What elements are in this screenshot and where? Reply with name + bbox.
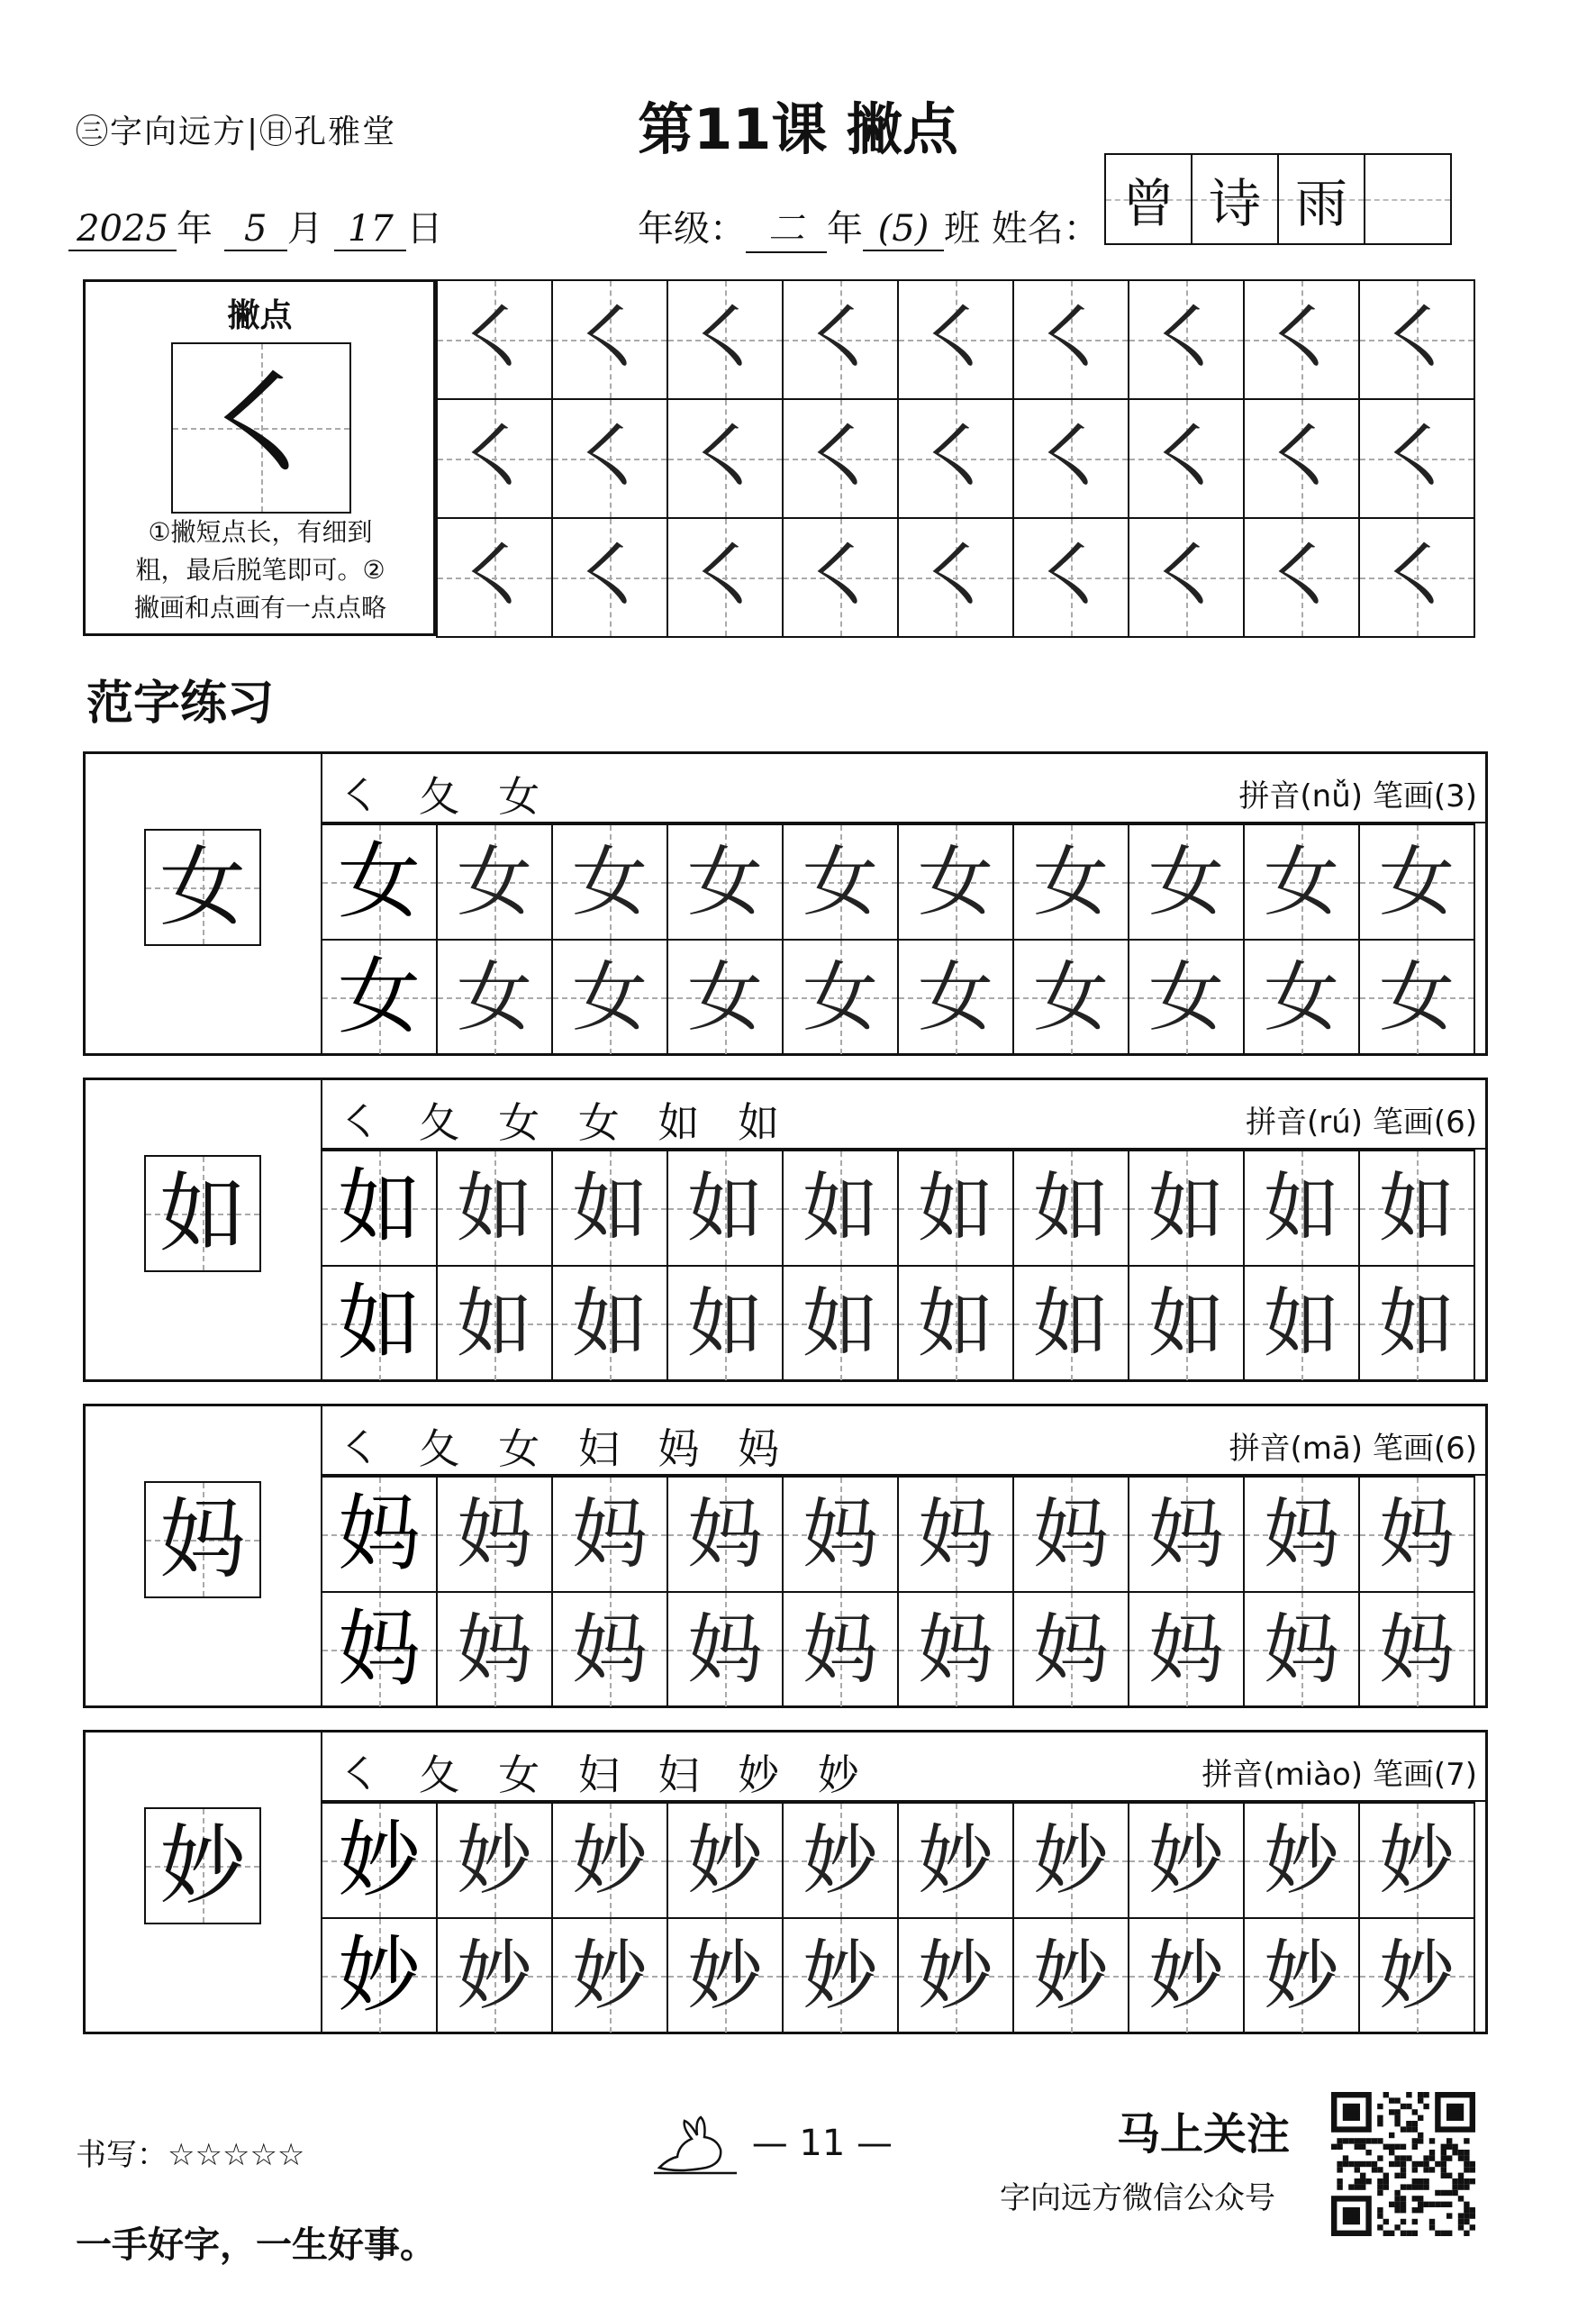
practice-char: 女 xyxy=(917,838,993,926)
rating-stars[interactable]: 书写：☆☆☆☆☆ xyxy=(76,2137,305,2173)
practice-char: 如 xyxy=(1263,1279,1339,1368)
practice-char: 女 xyxy=(337,833,421,930)
stroke-practice-cell[interactable] xyxy=(667,517,784,638)
stroke-practice-glyph: ㇛ xyxy=(1263,532,1340,623)
stroke-practice-glyph: ㇛ xyxy=(1263,295,1340,385)
practice-char: 如 xyxy=(802,1164,878,1252)
practice-cell[interactable] xyxy=(1358,823,1475,941)
practice-cell[interactable] xyxy=(897,1917,1014,2034)
practice-char: 如 xyxy=(686,1279,763,1368)
practice-cell[interactable] xyxy=(436,1476,553,1593)
stroke-count-label: 笔画(3) xyxy=(1372,778,1477,814)
practice-char: 妙 xyxy=(337,1812,421,1908)
practice-cell[interactable] xyxy=(551,939,668,1056)
stroke-practice-cell[interactable] xyxy=(1358,517,1475,638)
practice-char: 妙 xyxy=(1378,1816,1455,1905)
practice-cell[interactable] xyxy=(1012,1591,1129,1708)
practice-char: 妈 xyxy=(1032,1605,1109,1694)
practice-cell[interactable] xyxy=(667,823,784,941)
practice-char: 妙 xyxy=(1263,1932,1339,2020)
practice-cell[interactable] xyxy=(1358,1265,1475,1382)
practice-cell[interactable] xyxy=(1128,1476,1245,1593)
practice-char: 妈 xyxy=(571,1605,648,1694)
practice-char: 女 xyxy=(456,838,532,926)
stroke-count-label: 笔画(6) xyxy=(1372,1105,1477,1141)
practice-cell[interactable] xyxy=(436,939,553,1056)
date-row xyxy=(68,200,442,251)
practice-cell[interactable] xyxy=(1358,1591,1475,1708)
name-char: 曾 xyxy=(1121,173,1174,234)
stroke-practice-glyph: ㇛ xyxy=(1263,414,1340,504)
practice-char: 如 xyxy=(1378,1279,1455,1368)
practice-cell[interactable] xyxy=(1358,1802,1475,1919)
practice-cell[interactable] xyxy=(1128,1265,1245,1382)
practice-char: 妙 xyxy=(802,1816,878,1905)
practice-char: 如 xyxy=(456,1279,532,1368)
stroke-tip-line: 撇画和点画有一点点略 xyxy=(133,593,386,623)
practice-char: 女 xyxy=(1263,838,1339,926)
practice-cell[interactable] xyxy=(897,1476,1014,1593)
stroke-practice-cell[interactable] xyxy=(551,279,668,400)
page-title: 第11课 撇点 xyxy=(638,96,958,162)
stroke-order: ㇛ 夂 女 xyxy=(339,772,553,821)
practice-cell[interactable] xyxy=(782,1917,899,2034)
practice-cell[interactable] xyxy=(436,1150,553,1267)
practice-char: 如 xyxy=(337,1160,421,1256)
practice-char: 妙 xyxy=(1147,1816,1224,1905)
stroke-practice-cell[interactable] xyxy=(782,517,899,638)
date-year[interactable]: 2025 xyxy=(68,208,177,251)
practice-cell[interactable] xyxy=(321,1591,438,1708)
practice-cell[interactable] xyxy=(1012,1802,1129,1919)
stroke-practice-glyph: ㇛ xyxy=(1147,295,1225,385)
stroke-practice-glyph: ㇛ xyxy=(456,295,533,385)
practice-char: 妙 xyxy=(1032,1816,1109,1905)
stroke-practice-glyph: ㇛ xyxy=(456,414,533,504)
practice-char: 如 xyxy=(1263,1164,1339,1252)
month-label: 月 xyxy=(286,208,323,250)
pinyin-label: 拼音(mā) xyxy=(1229,1431,1364,1467)
practice-char: 女 xyxy=(1378,838,1455,926)
practice-cell[interactable] xyxy=(667,939,784,1056)
stroke-tip-line: ①撇短点长，有细到 xyxy=(148,517,373,547)
stroke-tip-line: 粗，最后脱笔即可。② xyxy=(135,555,385,585)
practice-char: 妈 xyxy=(1147,1605,1224,1694)
section-title: 范字练习 xyxy=(86,677,275,731)
practice-cell[interactable] xyxy=(667,1476,784,1593)
practice-cell[interactable] xyxy=(667,1802,784,1919)
wechat-account-name: 字向远方微信公众号 xyxy=(1000,2180,1275,2216)
model-char-box xyxy=(144,829,261,946)
practice-char: 如 xyxy=(1378,1164,1455,1252)
practice-char: 女 xyxy=(1378,953,1455,1041)
stroke-practice-cell[interactable] xyxy=(897,398,1014,519)
name-boxes xyxy=(1104,153,1452,245)
stroke-practice-cell[interactable] xyxy=(436,279,553,400)
stroke-practice-glyph: ㇛ xyxy=(802,295,879,385)
practice-char: 女 xyxy=(686,838,763,926)
practice-char: 妙 xyxy=(802,1932,878,2020)
practice-char: 女 xyxy=(917,953,993,1041)
grade-suffix: 年 xyxy=(827,208,863,250)
practice-char: 妙 xyxy=(571,1816,648,1905)
stroke-demo-box xyxy=(171,342,351,514)
stroke-practice-glyph: ㇛ xyxy=(686,414,764,504)
stroke-practice-glyph: ㇛ xyxy=(1032,532,1110,623)
practice-cell[interactable] xyxy=(897,1265,1014,1382)
practice-cell[interactable] xyxy=(436,1591,553,1708)
practice-cell[interactable] xyxy=(436,1802,553,1919)
practice-char: 妙 xyxy=(1263,1816,1339,1905)
practice-cell[interactable] xyxy=(1128,1917,1245,2034)
practice-char: 女 xyxy=(802,953,878,1041)
practice-cell[interactable] xyxy=(782,1265,899,1382)
stroke-practice-glyph: ㇛ xyxy=(1378,532,1455,623)
practice-char: 女 xyxy=(337,949,421,1045)
practice-cell[interactable] xyxy=(321,1917,438,2034)
practice-cell[interactable] xyxy=(897,1802,1014,1919)
stroke-practice-cell[interactable] xyxy=(1128,517,1245,638)
practice-char: 女 xyxy=(686,953,763,1041)
practice-char: 如 xyxy=(337,1275,421,1371)
stroke-name: 撇点 xyxy=(227,297,293,334)
practice-cell[interactable] xyxy=(436,1917,553,2034)
practice-cell[interactable] xyxy=(1243,1150,1360,1267)
practice-cell[interactable] xyxy=(321,1802,438,1919)
practice-cell[interactable] xyxy=(1012,1476,1129,1593)
practice-char: 妈 xyxy=(337,1601,421,1697)
practice-char: 女 xyxy=(802,838,878,926)
stroke-practice-cell[interactable] xyxy=(436,398,553,519)
practice-char: 妙 xyxy=(686,1816,763,1905)
practice-char: 女 xyxy=(1032,953,1109,1041)
stroke-practice-cell[interactable] xyxy=(667,398,784,519)
practice-cell[interactable] xyxy=(782,1802,899,1919)
class-row xyxy=(638,200,1100,253)
stroke-practice-cell[interactable] xyxy=(1243,279,1360,400)
stroke-practice-cell[interactable] xyxy=(897,517,1014,638)
practice-char: 妙 xyxy=(1378,1932,1455,2020)
practice-cell[interactable] xyxy=(551,1476,668,1593)
stroke-practice-glyph: ㇛ xyxy=(917,414,994,504)
stroke-practice-glyph: ㇛ xyxy=(571,532,648,623)
practice-cell[interactable] xyxy=(321,823,438,941)
practice-cell[interactable] xyxy=(1243,939,1360,1056)
practice-cell[interactable] xyxy=(897,823,1014,941)
practice-char: 妈 xyxy=(686,1490,763,1578)
stroke-practice-cell[interactable] xyxy=(551,398,668,519)
stroke-practice-cell[interactable] xyxy=(1128,279,1245,400)
stroke-order: ㇛ 夂 女 女 如 如 xyxy=(339,1098,793,1147)
practice-cell[interactable] xyxy=(1243,823,1360,941)
practice-char: 妈 xyxy=(456,1605,532,1694)
practice-char: 妙 xyxy=(917,1816,993,1905)
model-char: 妙 xyxy=(159,1815,246,1916)
name-box[interactable] xyxy=(1365,155,1450,243)
stroke-demo-glyph: ㇛ xyxy=(197,354,324,501)
practice-char: 妈 xyxy=(917,1490,993,1578)
practice-cell[interactable] xyxy=(667,1917,784,2034)
practice-char: 女 xyxy=(571,838,648,926)
practice-char: 妙 xyxy=(917,1932,993,2020)
practice-char: 妙 xyxy=(686,1932,763,2020)
practice-char: 如 xyxy=(1032,1164,1109,1252)
practice-cell[interactable] xyxy=(1243,1265,1360,1382)
pinyin-label: 拼音(nǚ) xyxy=(1238,778,1364,814)
name-char: 诗 xyxy=(1208,173,1261,234)
practice-char: 女 xyxy=(1032,838,1109,926)
name-box[interactable] xyxy=(1192,155,1279,243)
stroke-practice-glyph: ㇛ xyxy=(1147,414,1225,504)
practice-cell[interactable] xyxy=(321,1476,438,1593)
practice-char: 女 xyxy=(1263,953,1339,1041)
page-number-text: — 11 — xyxy=(751,2123,893,2164)
stroke-practice-glyph: ㇛ xyxy=(571,414,648,504)
practice-char: 妈 xyxy=(1147,1490,1224,1578)
name-char: 雨 xyxy=(1294,173,1347,234)
practice-cell[interactable] xyxy=(782,1150,899,1267)
practice-char: 妙 xyxy=(571,1932,648,2020)
practice-cell[interactable] xyxy=(1358,1150,1475,1267)
stroke-tips xyxy=(94,514,427,627)
practice-cell[interactable] xyxy=(1243,1917,1360,2034)
practice-cell[interactable] xyxy=(436,1265,553,1382)
stroke-practice-glyph: ㇛ xyxy=(686,532,764,623)
practice-char: 妙 xyxy=(456,1932,532,2020)
stroke-practice-cell[interactable] xyxy=(1012,398,1129,519)
practice-cell[interactable] xyxy=(551,1802,668,1919)
practice-cell[interactable] xyxy=(1128,1150,1245,1267)
practice-char: 妙 xyxy=(337,1927,421,2024)
practice-cell[interactable] xyxy=(782,939,899,1056)
stroke-practice-cell[interactable] xyxy=(1358,398,1475,519)
practice-cell[interactable] xyxy=(897,939,1014,1056)
practice-char: 如 xyxy=(1147,1279,1224,1368)
stroke-practice-glyph: ㇛ xyxy=(1378,295,1455,385)
stroke-practice-glyph: ㇛ xyxy=(686,295,764,385)
practice-cell[interactable] xyxy=(1128,1802,1245,1919)
brand-logo-text: ㊂字向远方|㊐孔雅堂 xyxy=(76,114,397,150)
practice-cell[interactable] xyxy=(782,1591,899,1708)
practice-cell[interactable] xyxy=(1243,1802,1360,1919)
practice-cell[interactable] xyxy=(551,1150,668,1267)
date-month[interactable]: 5 xyxy=(224,208,287,251)
pinyin-label: 拼音(miào) xyxy=(1202,1757,1364,1793)
practice-char: 如 xyxy=(686,1164,763,1252)
practice-cell[interactable] xyxy=(321,1150,438,1267)
practice-cell[interactable] xyxy=(1243,1591,1360,1708)
stroke-practice-cell[interactable] xyxy=(1012,279,1129,400)
practice-char: 如 xyxy=(1032,1279,1109,1368)
practice-cell[interactable] xyxy=(1128,1591,1245,1708)
year-label: 年 xyxy=(177,208,213,250)
practice-cell[interactable] xyxy=(667,1591,784,1708)
practice-cell[interactable] xyxy=(551,1591,668,1708)
stroke-practice-cell[interactable] xyxy=(551,517,668,638)
grade-label: 年级： xyxy=(638,208,746,250)
practice-cell[interactable] xyxy=(1243,1476,1360,1593)
stroke-practice-glyph: ㇛ xyxy=(571,295,648,385)
practice-char: 如 xyxy=(571,1164,648,1252)
stroke-practice-cell[interactable] xyxy=(782,398,899,519)
practice-char: 妈 xyxy=(1032,1490,1109,1578)
practice-char: 如 xyxy=(917,1279,993,1368)
practice-cell[interactable] xyxy=(782,823,899,941)
practice-cell[interactable] xyxy=(1128,939,1245,1056)
stroke-count-label: 笔画(6) xyxy=(1372,1431,1477,1467)
practice-cell[interactable] xyxy=(1358,1917,1475,2034)
practice-cell[interactable] xyxy=(1012,1150,1129,1267)
stroke-practice-cell[interactable] xyxy=(1243,517,1360,638)
practice-char: 妙 xyxy=(1147,1932,1224,2020)
practice-char: 女 xyxy=(1147,953,1224,1041)
practice-cell[interactable] xyxy=(551,823,668,941)
practice-char: 妈 xyxy=(456,1490,532,1578)
practice-char: 妈 xyxy=(1263,1605,1339,1694)
practice-char: 妈 xyxy=(802,1605,878,1694)
practice-char: 如 xyxy=(1147,1164,1224,1252)
model-char-box xyxy=(144,1155,261,1272)
stroke-practice-glyph: ㇛ xyxy=(917,295,994,385)
pinyin-label: 拼音(rú) xyxy=(1245,1105,1364,1141)
stroke-practice-glyph: ㇛ xyxy=(456,532,533,623)
name-label: 姓名： xyxy=(991,208,1100,250)
practice-cell[interactable] xyxy=(667,1265,784,1382)
practice-cell[interactable] xyxy=(897,1150,1014,1267)
name-box[interactable] xyxy=(1106,155,1192,243)
practice-char: 妈 xyxy=(686,1605,763,1694)
practice-char: 如 xyxy=(571,1279,648,1368)
class-label: 班 xyxy=(944,208,980,250)
model-char: 妈 xyxy=(159,1489,246,1590)
practice-char: 女 xyxy=(1147,838,1224,926)
practice-cell[interactable] xyxy=(1012,939,1129,1056)
practice-cell[interactable] xyxy=(436,823,553,941)
practice-char: 妈 xyxy=(1378,1605,1455,1694)
practice-char: 妈 xyxy=(1263,1490,1339,1578)
practice-char: 妈 xyxy=(802,1490,878,1578)
practice-cell[interactable] xyxy=(1012,1265,1129,1382)
practice-char: 妙 xyxy=(456,1816,532,1905)
practice-char: 如 xyxy=(917,1164,993,1252)
qr-code-icon[interactable] xyxy=(1331,2092,1475,2236)
grade-field[interactable]: 二 xyxy=(746,200,827,253)
follow-prompt: 马上关注 xyxy=(1117,2109,1291,2160)
practice-cell[interactable] xyxy=(1128,823,1245,941)
practice-char: 如 xyxy=(456,1164,532,1252)
practice-cell[interactable] xyxy=(667,1150,784,1267)
practice-char: 女 xyxy=(571,953,648,1041)
practice-char: 妙 xyxy=(1032,1932,1109,2020)
stroke-practice-cell[interactable] xyxy=(1243,398,1360,519)
stroke-order: ㇛ 夂 女 妇 妇 妙 妙 xyxy=(339,1751,872,1799)
practice-char: 妈 xyxy=(1378,1490,1455,1578)
practice-cell[interactable] xyxy=(1012,823,1129,941)
stroke-practice-glyph: ㇛ xyxy=(1147,532,1225,623)
motto: 一手好字，一生好事。 xyxy=(76,2224,436,2266)
stroke-practice-glyph: ㇛ xyxy=(1378,414,1455,504)
stroke-practice-cell[interactable] xyxy=(897,279,1014,400)
stroke-practice-glyph: ㇛ xyxy=(1032,295,1110,385)
model-char-box xyxy=(144,1481,261,1598)
name-box[interactable] xyxy=(1279,155,1365,243)
day-label: 日 xyxy=(406,208,443,250)
practice-cell[interactable] xyxy=(321,939,438,1056)
stroke-practice-cell[interactable] xyxy=(1128,398,1245,519)
practice-char: 妈 xyxy=(337,1486,421,1582)
practice-cell[interactable] xyxy=(782,1476,899,1593)
practice-cell[interactable] xyxy=(551,1917,668,2034)
stroke-practice-glyph: ㇛ xyxy=(802,532,879,623)
stroke-practice-cell[interactable] xyxy=(1012,517,1129,638)
model-char-box xyxy=(144,1807,261,1924)
practice-cell[interactable] xyxy=(1012,1917,1129,2034)
date-day[interactable]: 17 xyxy=(334,208,406,251)
stroke-practice-cell[interactable] xyxy=(436,517,553,638)
practice-cell[interactable] xyxy=(1358,1476,1475,1593)
stroke-practice-glyph: ㇛ xyxy=(802,414,879,504)
page-number xyxy=(650,2114,893,2177)
stroke-practice-cell[interactable] xyxy=(667,279,784,400)
practice-char: 女 xyxy=(456,953,532,1041)
practice-cell[interactable] xyxy=(1358,939,1475,1056)
stroke-count-label: 笔画(7) xyxy=(1372,1757,1477,1793)
stroke-practice-glyph: ㇛ xyxy=(917,532,994,623)
practice-char: 妈 xyxy=(917,1605,993,1694)
stroke-order: ㇛ 夂 女 妇 妈 妈 xyxy=(339,1424,793,1473)
practice-char: 妈 xyxy=(571,1490,648,1578)
practice-cell[interactable] xyxy=(897,1591,1014,1708)
practice-char: 如 xyxy=(802,1279,878,1368)
class-field[interactable]: (5) xyxy=(863,208,944,251)
model-char: 女 xyxy=(159,837,246,938)
stroke-practice-cell[interactable] xyxy=(1358,279,1475,400)
stroke-practice-glyph: ㇛ xyxy=(1032,414,1110,504)
rabbit-icon xyxy=(650,2114,740,2177)
model-char: 如 xyxy=(159,1163,246,1264)
stroke-practice-cell[interactable] xyxy=(782,279,899,400)
practice-cell[interactable] xyxy=(321,1265,438,1382)
practice-cell[interactable] xyxy=(551,1265,668,1382)
